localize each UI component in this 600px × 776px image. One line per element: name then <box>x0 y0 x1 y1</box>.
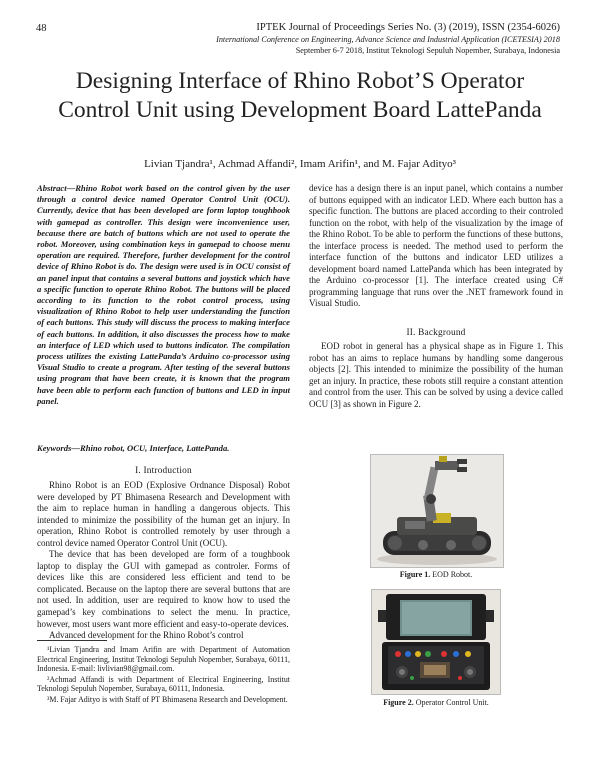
footnote: ¹Livian Tjandra and Imam Arifin are with Department of Automation Electrical Engineering, Institut Teknologi Sepuluh Nopember, Surabaya, 60111, Indonesia. E-mail: livlivian98@gmail.com. <box>37 645 290 674</box>
robot-illustration <box>371 455 503 567</box>
conference-header: International Conference on Engineering, Advance Science and Industrial Application (ICETESIA) 2018 <box>216 35 560 44</box>
intro-paragraph: The device that has been developed are form of a toughbook laptop to display the GUI with gamepad as controler. Forms of devices like this are considered less efficient and tend to be complicated. Because on the laptop there are several buttons that are not used. In addition, user are required to know how to used the gamepad’s key combinations to select the menu. In practice, however, most users want more efficient and easy-to-operate devices. <box>37 549 290 629</box>
footnote: ²Achmad Affandi is with Department of Electrical Engineering, Institut Teknologi Sepuluh Nopember, Surabaya, 60111, Indonesia. <box>37 674 290 694</box>
figure-2-caption <box>309 698 563 707</box>
section-heading-background: II. Background <box>406 328 466 338</box>
figure-1-text: EOD Robot. <box>432 570 473 579</box>
paper-title: Designing Interface of Rhino Robot’S Operator Control Unit using Development Board LattePanda <box>58 68 542 123</box>
introduction-body <box>37 480 290 642</box>
figure-2-text: Operator Control Unit. <box>415 698 489 707</box>
page-number: 48 <box>36 23 47 34</box>
intro-paragraph: Rhino Robot is an EOD (Explosive Ordnance Disposal) Robot were developed by PT Bhimasena Research and Development with the aim to replace human in handling a dangerous objects. This intended to minimize the possibility of the human get an injury. In operation, Rhino Robot is controlled remotely by user through a control device named Operator Control Unit (OCU). <box>37 480 290 548</box>
intro-paragraph: Advanced development for the Rhino Robot’s control <box>49 630 244 641</box>
footnote-rule <box>37 640 107 641</box>
figure-1-label: Figure 1. <box>399 570 431 579</box>
introduction-continued: device has a design there is an input panel, which contains a number of buttons equipped with an indicator LED. Where each button has a specific function. The buttons are placed according to their controled function on the robot, with help of the visualization by the image of the Rhino Robot. To be able to perform the functions of these buttons, the interface process is needed. The method used to perform the interface function of the buttons and indicator LED utilizes a development board named LattePanda which has been integrated by the Arduino co-processor [1]. The interface created using C# programming language that runs over the .NET framework found in Visual Studio. <box>309 183 563 309</box>
author-list: Livian Tjandra¹, Achmad Affandi², Imam Arifin¹, and M. Fajar Adityo³ <box>144 158 456 170</box>
section-heading-introduction: I. Introduction <box>135 466 192 476</box>
background-paragraph: EOD robot in general has a physical shape as in Figure 1. This robot has an aims to replace humans by handling some dangerous objects [2]. This intended to minimize the possibility of the human get an injury. In practice, these robots still require a constant attention and control from the user. This can be solved by using a device called OCU [3] as shown in Figure 2. <box>309 341 563 409</box>
figure-eod-robot-image <box>370 454 504 568</box>
footnote: ³M. Fajar Adityo is with Staff of PT Bhimasena Research and Development. <box>47 694 288 704</box>
figure-1-caption <box>309 570 563 579</box>
figure-operator-control-unit-image <box>371 589 501 695</box>
footnotes <box>37 645 290 706</box>
ocu-illustration <box>372 590 500 694</box>
journal-header: IPTEK Journal of Proceedings Series No. (3) (2019), ISSN (2354-6026) <box>256 22 560 33</box>
figure-2-label: Figure 2. <box>383 698 414 707</box>
keywords: Keywords—Rhino robot, OCU, Interface, LattePanda. <box>37 443 230 453</box>
background-body <box>309 341 563 410</box>
abstract: Abstract—Rhino Robot work based on the control given by the user through a control device named Operator Control Unit (OCU). Currently, device that has been developed are form laptop toughbook with gamepad as controller. This design were inconvenience user, because there are batch of buttons which are not used to operate the robot. Moreover, using combination keys in gamepad to choose menu operation are required. Therefore, further development for the control device of Rhino Robot is do. The design were used is in OCU consist of an panel input that contains a several buttons and joystick which have a specific function to operate Rhino Robot. The buttons will be placed according to its function to the robot control process, using visualization of Rhino Robot to help user understanding the function of each buttons. This study will discuss the process to making interface of each buttons. In addition, it also discusses the process how to make an interface of LED which used to buttons indicator. The compilation process utilizes the existing LattePanda’s Arduino co-processor using Visual Studio to create a program. After testing of the several buttons using program that have been create, it is known that the program have been able to perform each function of buttons and LED in input panel. <box>37 183 290 406</box>
dates-header: September 6-7 2018, Institut Teknologi Sepuluh Nopember, Surabaya, Indonesia <box>295 46 560 55</box>
